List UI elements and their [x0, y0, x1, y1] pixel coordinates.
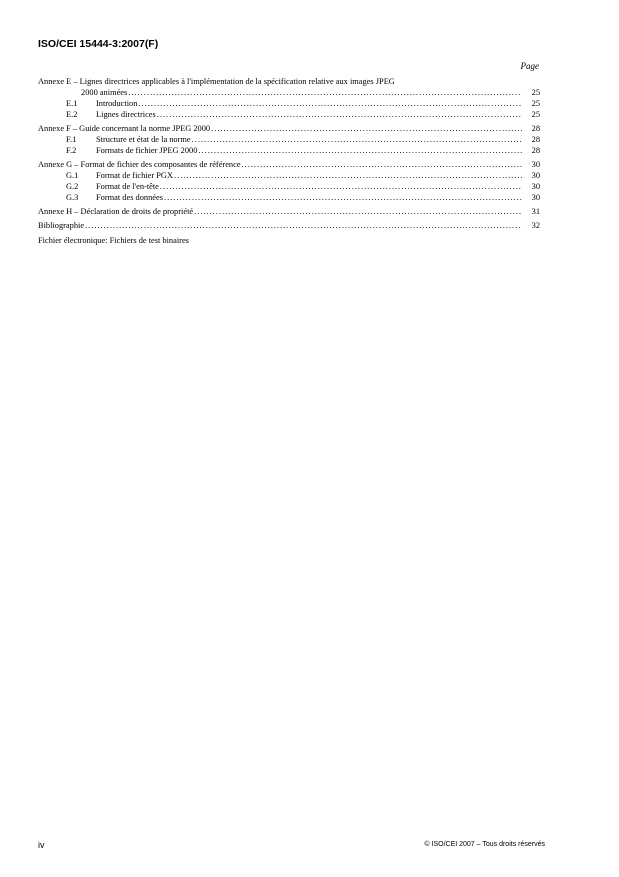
toc-entry-title: Annexe H – Déclaration de droits de propriété — [38, 207, 194, 216]
toc-entry-title: Introduction — [96, 99, 138, 108]
toc-section-number: G.2 — [66, 182, 79, 191]
toc-entry-title: Annexe G – Format de fichier des composantes de référence — [38, 160, 241, 169]
toc-entry-title: Format de fichier PGX — [96, 171, 173, 180]
toc-entry-title: Format des données — [96, 193, 163, 202]
toc-entry-bibliography[interactable] — [38, 220, 540, 231]
dot-leader — [242, 159, 522, 170]
toc-page-number: 25 — [531, 99, 540, 108]
page-column-label: Page — [520, 61, 539, 71]
document-id: ISO/CEI 15444-3:2007(F) — [38, 38, 159, 50]
toc-page-number: 25 — [531, 110, 540, 119]
toc-entry-title: Structure et état de la norme — [96, 135, 191, 144]
toc-entry-annex-e-line1[interactable] — [38, 76, 540, 87]
toc-electronic-file-note: Fichier électronique: Fichiers de test binaires — [38, 236, 189, 245]
toc-page-number: 25 — [531, 88, 540, 97]
dot-leader — [198, 145, 522, 156]
toc-section-number: F.1 — [66, 135, 77, 144]
dot-leader — [85, 220, 522, 231]
toc-entry-title: Annexe F – Guide concernant la norme JPEG 2000 — [38, 124, 211, 133]
dot-leader — [194, 206, 522, 217]
toc-entry-title: Formats de fichier JPEG 2000 — [96, 146, 198, 155]
toc-section-number: E.2 — [66, 110, 78, 119]
toc-entry-title: Bibliographie — [38, 221, 85, 230]
toc-page-number: 28 — [531, 146, 540, 155]
dot-leader — [138, 98, 522, 109]
dot-leader — [128, 87, 522, 98]
toc-entry-title: Lignes directrices — [96, 110, 156, 119]
toc-entry-title: Annexe E – Lignes directrices applicables à l'implémentation de la spécification relative aux images JPEG — [38, 77, 395, 86]
toc-page-number: 30 — [531, 182, 540, 191]
footer-page-number: iv — [38, 840, 45, 850]
toc-entry-title-continued: 2000 animées — [81, 88, 128, 97]
toc-page-number: 32 — [531, 221, 540, 230]
dot-leader — [164, 192, 522, 203]
toc-section-number: G.3 — [66, 193, 79, 202]
toc-entry-annex-h[interactable] — [38, 206, 540, 217]
toc-entry-g1[interactable] — [38, 170, 540, 181]
dot-leader — [211, 123, 522, 134]
toc-page-number: 28 — [531, 124, 540, 133]
toc-entry-annex-g[interactable] — [38, 159, 540, 170]
toc-entry-f1[interactable] — [38, 134, 540, 145]
toc-entry-g3[interactable] — [38, 192, 540, 203]
footer-copyright: © ISO/CEI 2007 – Tous droits réservés — [424, 841, 545, 848]
toc-entry-annex-e-line2[interactable] — [38, 87, 540, 98]
toc-entry-annex-f[interactable] — [38, 123, 540, 134]
toc-entry-title: Format de l'en-tête — [96, 182, 159, 191]
toc-page-number: 28 — [531, 135, 540, 144]
toc-page-number: 30 — [531, 160, 540, 169]
dot-leader — [160, 181, 522, 192]
toc-page-number: 31 — [531, 207, 540, 216]
dot-leader — [174, 170, 522, 181]
toc-entry-f2[interactable] — [38, 145, 540, 156]
dot-leader — [192, 134, 522, 145]
toc-entry-e1[interactable] — [38, 98, 540, 109]
toc-section-number: E.1 — [66, 99, 78, 108]
toc-section-number: F.2 — [66, 146, 77, 155]
table-of-contents — [38, 76, 540, 246]
toc-page-number: 30 — [531, 171, 540, 180]
toc-page-number: 30 — [531, 193, 540, 202]
dot-leader — [157, 109, 522, 120]
toc-section-number: G.1 — [66, 171, 79, 180]
toc-entry-g2[interactable] — [38, 181, 540, 192]
toc-entry-e2[interactable] — [38, 109, 540, 120]
